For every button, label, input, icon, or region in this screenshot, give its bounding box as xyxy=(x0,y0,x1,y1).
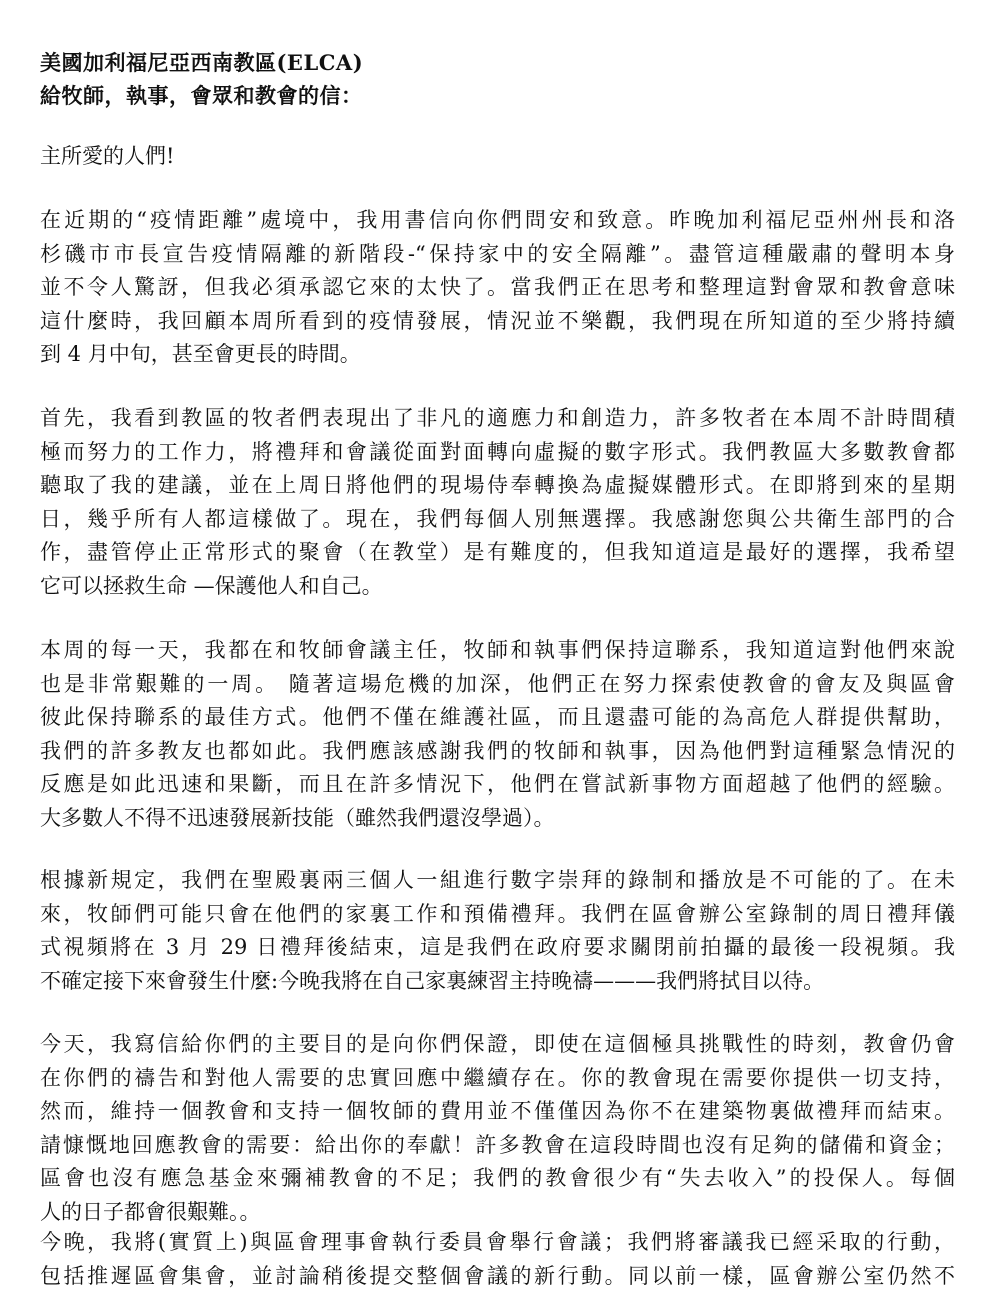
paragraph-line: 今晚，我將(實質上)與區會理事會執行委員會舉行會議；我們將審議我已經采取的行動， xyxy=(40,1226,955,1260)
paragraph-line: 區會也沒有應急基金來彌補教會的不足；我們的教會很少有“失去收入”的投保人。每個 xyxy=(40,1162,955,1196)
paragraph-line: 也是非常艱難的一周。 隨著這場危機的加深，他們正在努力探索使教會的會友及與區會 xyxy=(40,668,955,702)
paragraph-3 xyxy=(40,634,955,835)
paragraph-line: 首先，我看到教區的牧者們表現出了非凡的適應力和創造力，許多牧者在本周不計時間積 xyxy=(40,402,955,436)
paragraph-line: 極而努力的工作力，將禮拜和會議從面對面轉向虛擬的數字形式。我們教區大多數教會都 xyxy=(40,436,955,470)
paragraph-line: 今天，我寫信給你們的主要目的是向你們保證，即使在這個極具挑戰性的時刻，教會仍會 xyxy=(40,1028,955,1062)
paragraph-line: 然而，維持一個教會和支持一個牧師的費用並不僅僅因為你不在建築物裏做禮拜而結束。 xyxy=(40,1095,955,1129)
paragraph-line: 它可以拯救生命 —保護他人和自己。 xyxy=(40,570,955,604)
paragraph-line: 根據新規定，我們在聖殿裏兩三個人一組進行數字崇拜的錄制和播放是不可能的了。在未 xyxy=(40,864,955,898)
paragraph-line: 不確定接下來會發生什麼:今晚我將在自己家裏練習主持晚禱———我們將拭目以待。 xyxy=(40,965,955,999)
paragraph-6 xyxy=(40,1226,955,1293)
paragraph-line: 杉磯市市長宣告疫情隔離的新階段-“保持家中的安全隔離”。盡管這種嚴肅的聲明本身 xyxy=(40,238,955,272)
paragraph-4 xyxy=(40,864,955,998)
paragraph-line: 這什麼時，我回顧本周所看到的疫情發展，情況並不樂觀，我們現在所知道的至少將持續 xyxy=(40,305,955,339)
paragraph-line: 式視頻將在 3 月 29 日禮拜後結束，這是我們在政府要求關閉前拍攝的最後一段視頻。我 xyxy=(40,931,955,965)
greeting: 主所愛的人們! xyxy=(40,140,174,173)
paragraph-line: 反應是如此迅速和果斷，而且在許多情況下，他們在嘗試新事物方面超越了他們的經驗。 xyxy=(40,768,955,802)
paragraph-line: 彼此保持聯系的最佳方式。他們不僅在維護社區，而且還盡可能的為高危人群提供幫助， xyxy=(40,701,955,735)
letter-header xyxy=(40,46,940,112)
paragraph-line: 本周的每一天，我都在和牧師會議主任，牧師和執事們保持這聯系，我知道這對他們來說 xyxy=(40,634,955,668)
paragraph-line: 日，幾乎所有人都這樣做了。現在，我們每個人別無選擇。我感謝您與公共衛生部門的合 xyxy=(40,503,955,537)
paragraph-line: 在近期的“疫情距離”處境中，我用書信向你們問安和致意。昨晚加利福尼亞州州長和洛 xyxy=(40,204,955,238)
paragraph-line: 請慷慨地回應教會的需要：給出你的奉獻！許多教會在這段時間也沒有足夠的儲備和資金； xyxy=(40,1129,955,1163)
diocese-title: 美國加利福尼亞西南教區(ELCA) xyxy=(40,46,940,79)
paragraph-line: 在你們的禱告和對他人需要的忠實回應中繼續存在。你的教會現在需要你提供一切支持， xyxy=(40,1062,955,1096)
paragraph-5 xyxy=(40,1028,955,1229)
paragraph-line: 到 4 月中旬，甚至會更長的時間。 xyxy=(40,338,955,372)
paragraph-line: 作，盡管停止正常形式的聚會（在教堂）是有難度的，但我知道這是最好的選擇，我希望 xyxy=(40,536,955,570)
paragraph-line: 我們的許多教友也都如此。我們應該感謝我們的牧師和執事，因為他們對這種緊急情況的 xyxy=(40,735,955,769)
paragraph-line: 人的日子都會很艱難。。 xyxy=(40,1196,955,1230)
paragraph-2 xyxy=(40,402,955,603)
paragraph-line: 來，牧師們可能只會在他們的家裏工作和預備禮拜。我們在區會辦公室錄制的周日禮拜儀 xyxy=(40,898,955,932)
paragraph-line: 聽取了我的建議，並在上周日將他們的現場侍奉轉換為虛擬媒體形式。在即將到來的星期 xyxy=(40,469,955,503)
paragraph-1 xyxy=(40,204,955,372)
paragraph-line: 包括推遲區會集會，並討論稍後提交整個會議的新行動。同以前一樣，區會辦公室仍然不 xyxy=(40,1260,955,1293)
paragraph-line: 並不令人驚訝，但我必須承認它來的太快了。當我們正在思考和整理這對會眾和教會意味 xyxy=(40,271,955,305)
paragraph-line: 大多數人不得不迅速發展新技能（雖然我們還沒學過）。 xyxy=(40,802,955,836)
letter-subject: 給牧師，執事，會眾和教會的信： xyxy=(40,79,940,112)
